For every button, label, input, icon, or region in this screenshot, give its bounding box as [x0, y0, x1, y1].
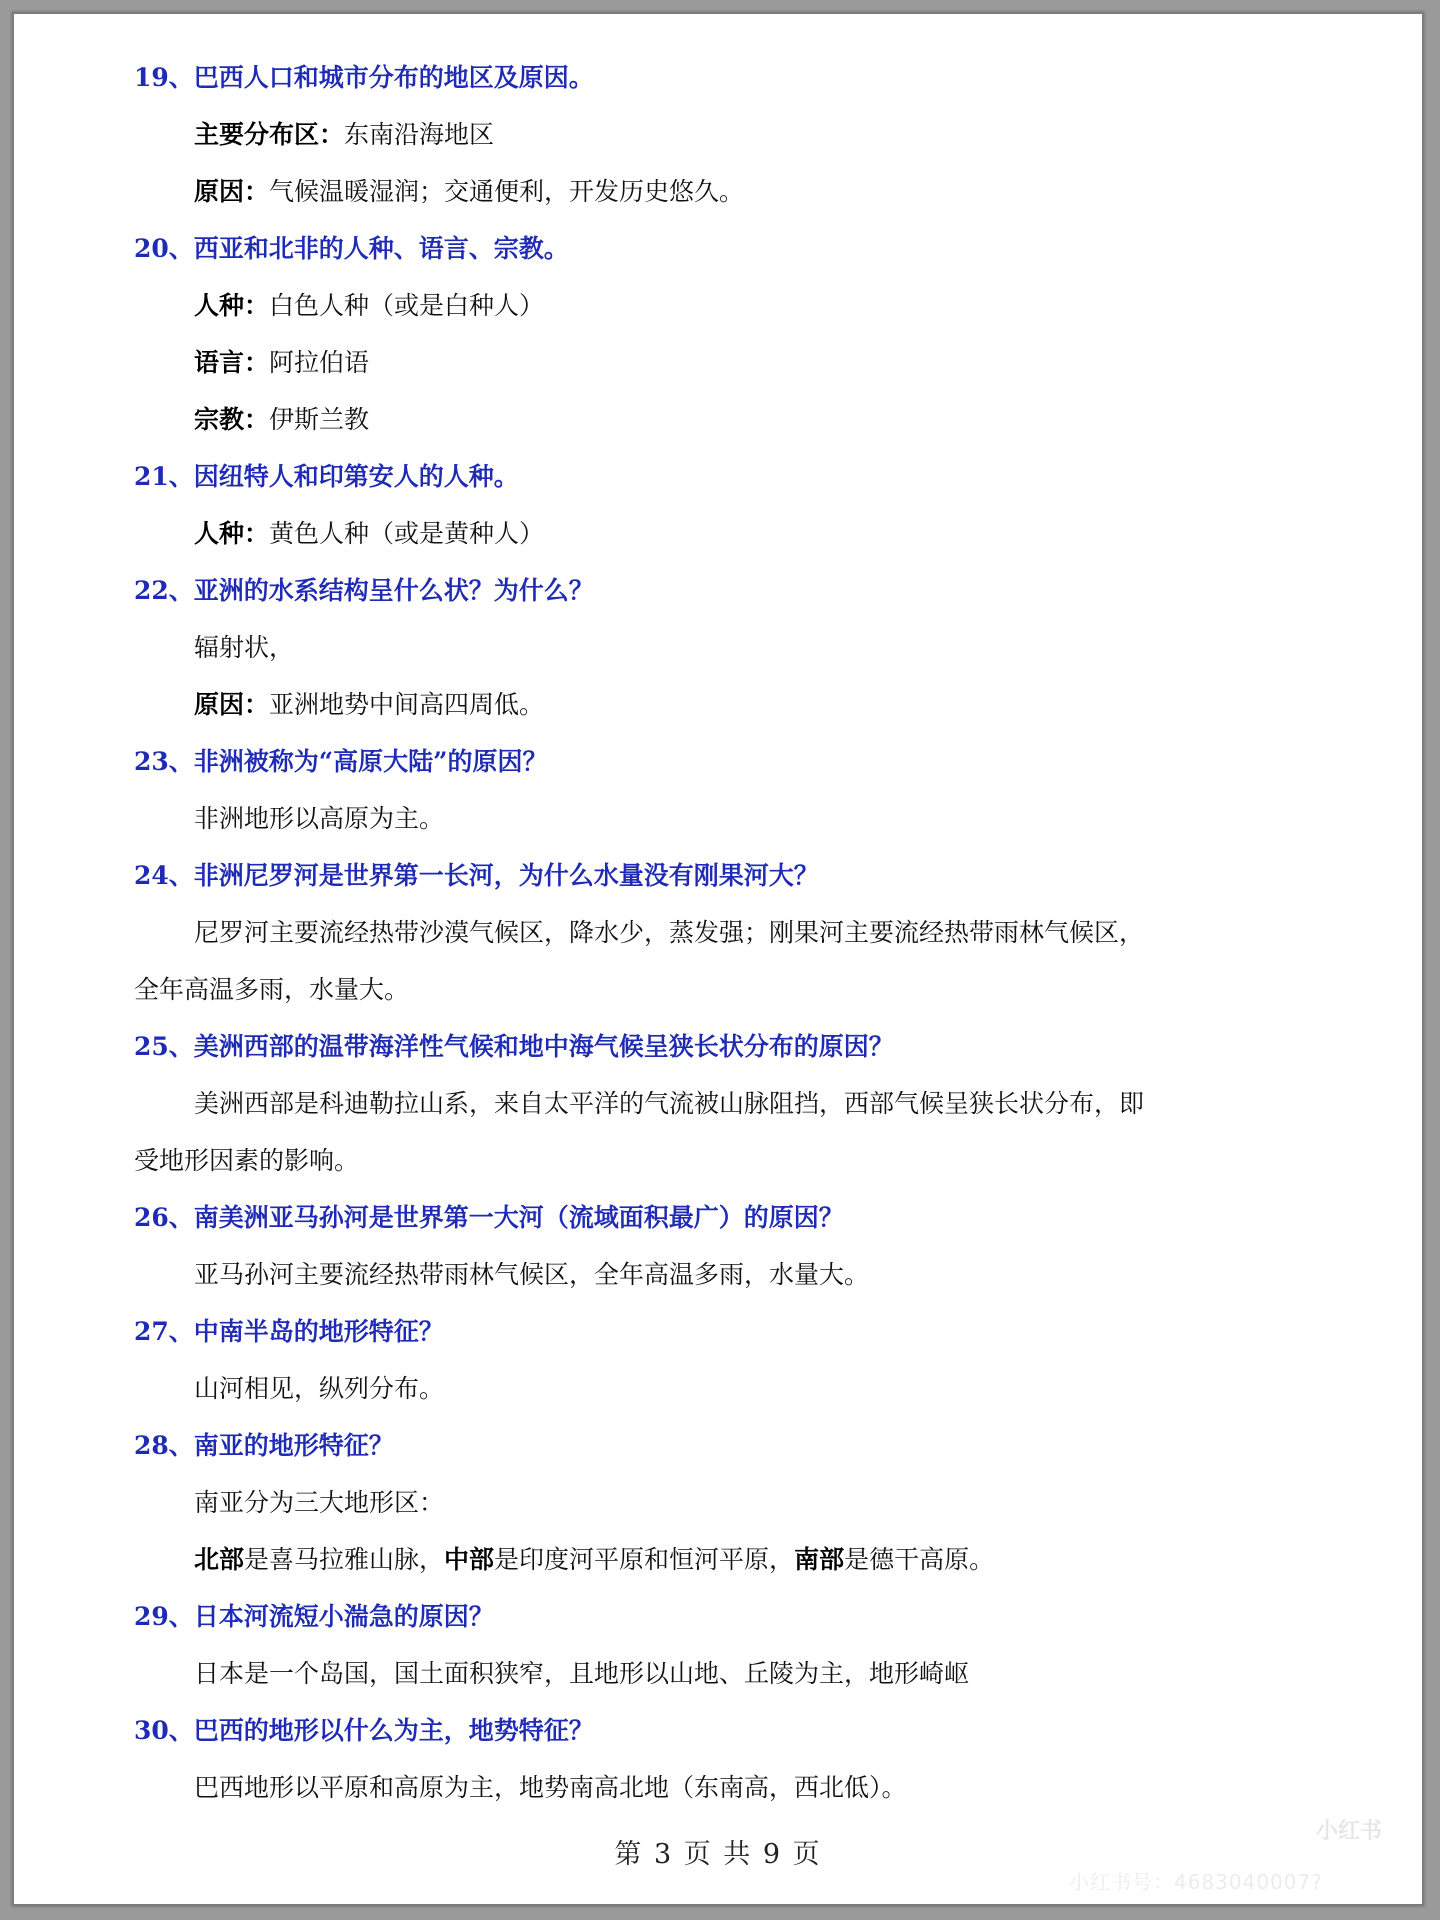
page-number-footer: 第 3 页 共 9 页: [614, 1839, 822, 1870]
question-heading: 27、中南半岛的地形特征？: [134, 1317, 444, 1346]
question-heading: 20、西亚和北非的人种、语言、宗教。: [134, 234, 569, 263]
answer-line: 辐射状，: [194, 633, 295, 662]
question-heading: 21、因纽特人和印第安人的人种。: [134, 462, 519, 491]
region-text: 是印度河平原和恒河平原，: [494, 1545, 795, 1574]
document-page: [12, 12, 1424, 1906]
answer-line: [194, 1543, 994, 1577]
question-heading: 23、非洲被称为“高原大陆”的原因？: [134, 747, 548, 776]
answer-label: 主要分布区：: [194, 120, 345, 149]
answer-text: 白色人种（或是白种人）: [269, 291, 545, 320]
region-text: 是喜马拉雅山脉，: [244, 1545, 445, 1574]
answer-line: [194, 346, 369, 380]
answer-label: 人种：: [194, 519, 270, 548]
answer-line: [194, 403, 369, 437]
answer-label: 原因：: [194, 177, 270, 206]
answer-line: [194, 517, 544, 551]
region-label: 北部: [194, 1545, 245, 1574]
answer-text: 阿拉伯语: [269, 348, 370, 377]
question-heading: 24、非洲尼罗河是世界第一长河，为什么水量没有刚果河大？: [134, 861, 819, 890]
answer-label: 原因：: [194, 690, 270, 719]
answer-line: [194, 289, 544, 323]
question-heading: 29、日本河流短小湍急的原因？: [134, 1602, 494, 1631]
question-heading: 28、南亚的地形特征？: [134, 1431, 394, 1460]
answer-line: 尼罗河主要流经热带沙漠气候区，降水少，蒸发强；刚果河主要流经热带雨林气候区，: [194, 918, 1145, 947]
region-label: 中部: [444, 1545, 495, 1574]
answer-line: [194, 118, 494, 152]
answer-line: 山河相见，纵列分布。: [194, 1374, 445, 1403]
question-heading: 26、南美洲亚马孙河是世界第一大河（流域面积最广）的原因？: [134, 1203, 844, 1232]
question-heading: 25、美洲西部的温带海洋性气候和地中海气候呈狭长状分布的原因？: [134, 1032, 894, 1061]
answer-line: 巴西地形以平原和高原为主，地势南高北地（东南高，西北低）。: [194, 1773, 907, 1802]
region-text: 是德干高原。: [844, 1545, 995, 1574]
answer-text: 黄色人种（或是黄种人）: [269, 519, 545, 548]
answer-text: 伊斯兰教: [269, 405, 370, 434]
answer-line: 非洲地形以高原为主。: [194, 804, 445, 833]
question-heading: 30、巴西的地形以什么为主，地势特征？: [134, 1716, 594, 1745]
answer-label: 人种：: [194, 291, 270, 320]
answer-line-continued: 全年高温多雨，水量大。: [134, 975, 410, 1004]
answer-line: 亚马孙河主要流经热带雨林气候区，全年高温多雨，水量大。: [194, 1260, 870, 1289]
answer-text: 亚洲地势中间高四周低。: [269, 690, 545, 719]
watermark-id: 小红书号：4683040007?: [1069, 1870, 1323, 1894]
region-label: 南部: [794, 1545, 845, 1574]
question-heading: 19、巴西人口和城市分布的地区及原因。: [134, 63, 594, 92]
answer-line: [194, 688, 544, 722]
answer-line: 美洲西部是科迪勒拉山系，来自太平洋的气流被山脉阻挡，西部气候呈狭长状分布，即: [194, 1089, 1145, 1118]
answer-text: 东南沿海地区: [344, 120, 495, 149]
answer-text: 气候温暖湿润；交通便利，开发历史悠久。: [269, 177, 745, 206]
answer-line: 日本是一个岛国，国土面积狭窄，且地形以山地、丘陵为主，地形崎岖: [194, 1659, 970, 1688]
answer-line: 南亚分为三大地形区：: [194, 1488, 445, 1517]
question-heading: 22、亚洲的水系结构呈什么状？为什么？: [134, 576, 594, 605]
answer-line-continued: 受地形因素的影响。: [134, 1146, 360, 1175]
answer-label: 语言：: [194, 348, 270, 377]
answer-label: 宗教：: [194, 405, 270, 434]
watermark-brand: 小红书: [1316, 1819, 1383, 1844]
answer-line: [194, 175, 744, 209]
